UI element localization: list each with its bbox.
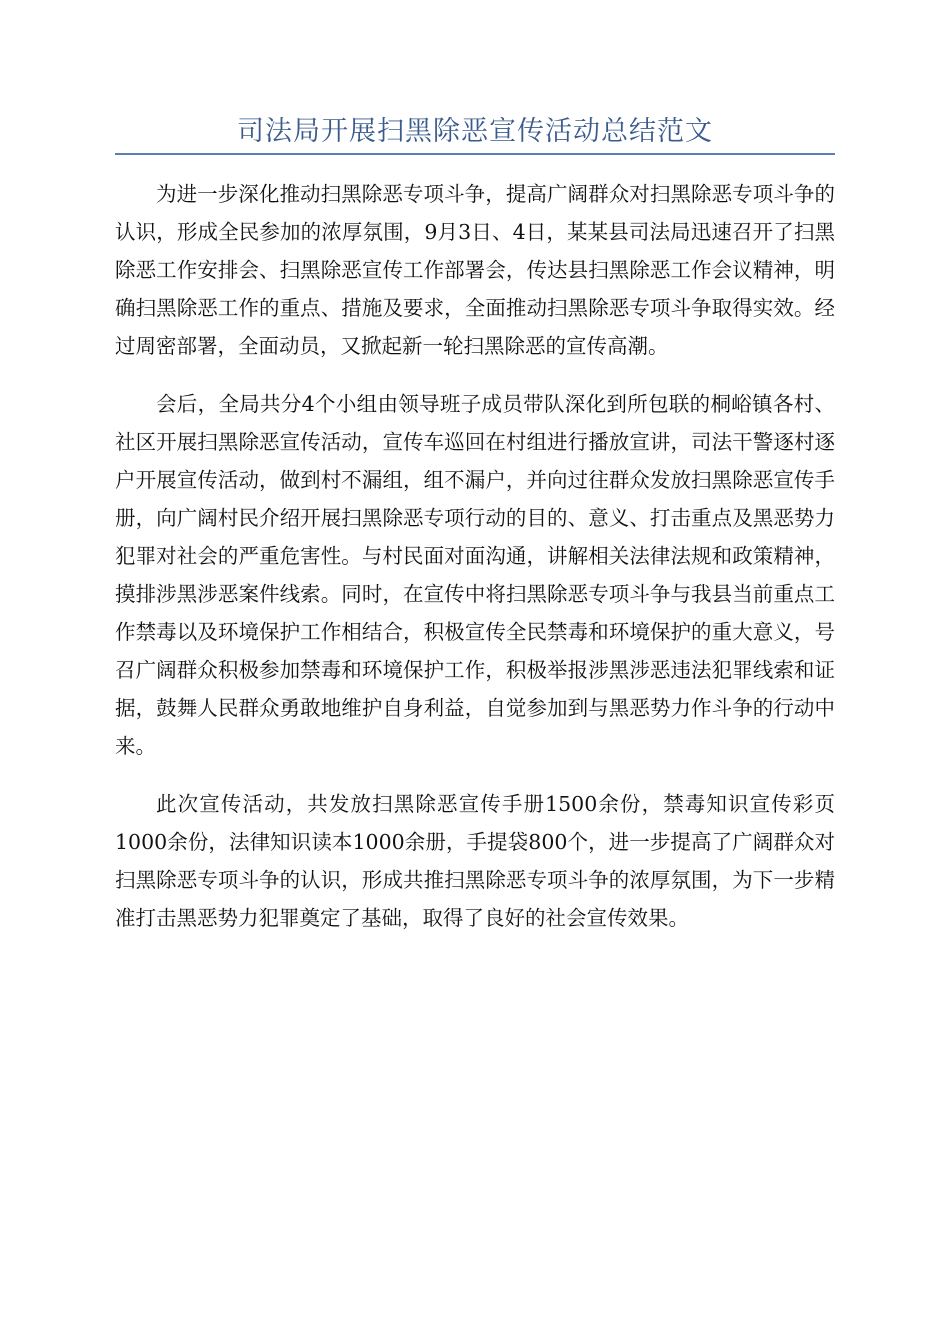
document-body: [115, 175, 835, 957]
paragraph-1: 为进一步深化推动扫黑除恶专项斗争，提高广阔群众对扫黑除恶专项斗争的认识，形成全民参加的浓厚氛围，9月3日、4日，某某县司法局迅速召开了扫黑除恶工作安排会、扫黑除恶宣传工作部署会，传达县扫黑除恶工作会议精神，明确扫黑除恶工作的重点、措施及要求，全面推动扫黑除恶专项斗争取得实效。经过周密部署，全面动员，又掀起新一轮扫黑除恶的宣传高潮。: [115, 182, 835, 358]
paragraph-2: 会后，全局共分4个小组由领导班子成员带队深化到所包联的桐峪镇各村、社区开展扫黑除恶宣传活动，宣传车巡回在村组进行播放宣讲，司法干警逐村逐户开展宣传活动，做到村不漏组，组不漏户，并向过往群众发放扫黑除恶宣传手册，向广阔村民介绍开展扫黑除恶专项行动的目的、意义、打击重点及黑恶势力犯罪对社会的严重危害性。与村民面对面沟通，讲解相关法律法规和政策精神，摸排涉黑涉恶案件线索。同时，在宣传中将扫黑除恶专项斗争与我县当前重点工作禁毒以及环境保护工作相结合，积极宣传全民禁毒和环境保护的重大意义，号召广阔群众积极参加禁毒和环境保护工作，积极举报涉黑涉恶违法犯罪线索和证据，鼓舞人民群众勇敢地维护自身利益，自觉参加到与黑恶势力作斗争的行动中来。: [115, 392, 835, 758]
document-title: 司法局开展扫黑除恶宣传活动总结范文: [237, 116, 713, 147]
paragraph-3: 此次宣传活动，共发放扫黑除恶宣传手册1500余份，禁毒知识宣传彩页1000余份，法律知识读本1000余册，手提袋800个，进一步提高了广阔群众对扫黑除恶专项斗争的认识，形成共推扫黑除恶专项斗争的浓厚氛围，为下一步精准打击黑恶势力犯罪奠定了基础，取得了良好的社会宣传效果。: [115, 792, 835, 930]
title-underline: [115, 153, 835, 155]
